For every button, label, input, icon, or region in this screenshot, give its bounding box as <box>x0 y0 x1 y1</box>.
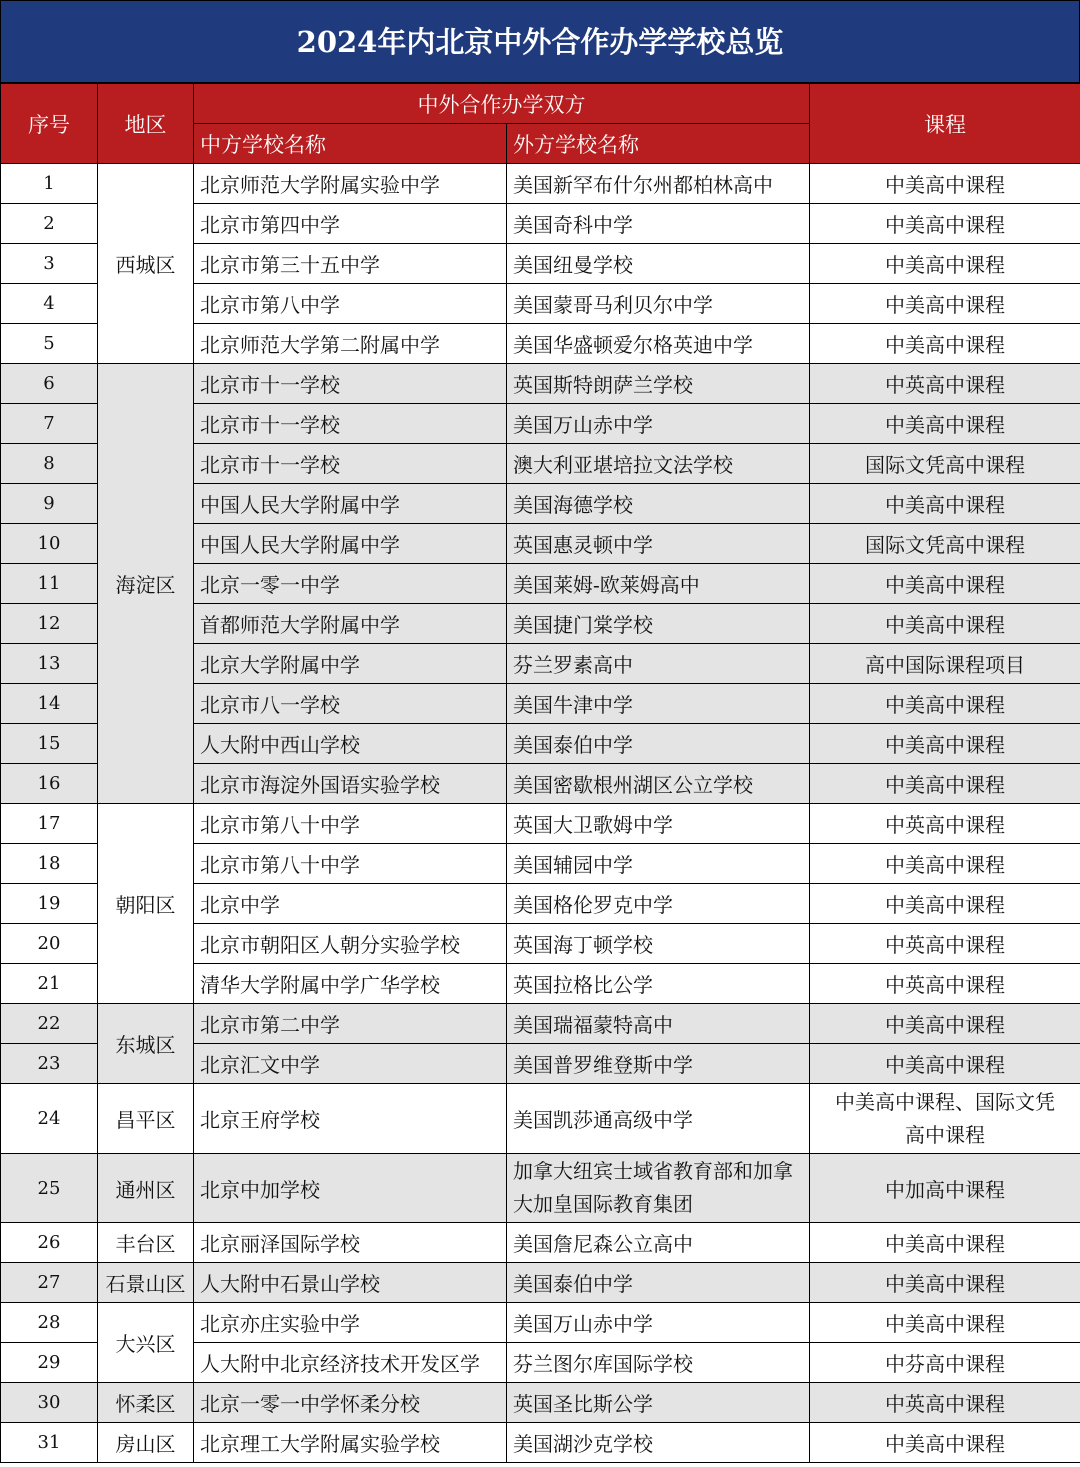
course-cell: 中英高中课程 <box>810 1383 1080 1423</box>
header-index: 序号 <box>1 84 98 164</box>
chinese-school-cell: 北京市第八十中学 <box>194 804 507 844</box>
foreign-school-cell: 美国奇科中学 <box>507 204 810 244</box>
foreign-school-cell: 澳大利亚堪培拉文法学校 <box>507 444 810 484</box>
row-index: 12 <box>1 604 98 644</box>
course-cell: 中美高中课程 <box>810 684 1080 724</box>
chinese-school-cell: 北京中加学校 <box>194 1154 507 1223</box>
table-header <box>1 84 1080 164</box>
course-cell: 中美高中课程 <box>810 1303 1080 1343</box>
chinese-school-cell: 北京市朝阳区人朝分实验学校 <box>194 924 507 964</box>
foreign-school-cell: 美国格伦罗克中学 <box>507 884 810 924</box>
row-index: 24 <box>1 1084 98 1154</box>
row-index: 15 <box>1 724 98 764</box>
foreign-school-cell: 英国拉格比公学 <box>507 964 810 1004</box>
row-index: 27 <box>1 1263 98 1303</box>
chinese-school-cell: 人大附中石景山学校 <box>194 1263 507 1303</box>
course-cell: 中美高中课程 <box>810 1044 1080 1084</box>
row-index: 3 <box>1 244 98 284</box>
foreign-school-cell: 美国密歇根州湖区公立学校 <box>507 764 810 804</box>
table-row <box>1 804 1080 844</box>
foreign-school-cell: 美国纽曼学校 <box>507 244 810 284</box>
chinese-school-cell: 人大附中西山学校 <box>194 724 507 764</box>
course-cell: 中美高中课程、国际文凭高中课程 <box>810 1084 1080 1154</box>
foreign-school-cell: 英国惠灵顿中学 <box>507 524 810 564</box>
table-row <box>1 1004 1080 1044</box>
course-cell: 中美高中课程 <box>810 404 1080 444</box>
header-chinese-school: 中方学校名称 <box>194 124 507 164</box>
course-cell: 中美高中课程 <box>810 1223 1080 1263</box>
foreign-school-cell: 美国凯莎通高级中学 <box>507 1084 810 1154</box>
foreign-school-cell: 英国斯特朗萨兰学校 <box>507 364 810 404</box>
course-cell: 国际文凭高中课程 <box>810 444 1080 484</box>
chinese-school-cell: 北京一零一中学 <box>194 564 507 604</box>
chinese-school-cell: 北京大学附属中学 <box>194 644 507 684</box>
row-index: 17 <box>1 804 98 844</box>
row-index: 22 <box>1 1004 98 1044</box>
row-index: 5 <box>1 324 98 364</box>
chinese-school-cell: 北京市第八中学 <box>194 284 507 324</box>
chinese-school-cell: 北京师范大学附属实验中学 <box>194 164 507 204</box>
row-index: 7 <box>1 404 98 444</box>
row-index: 6 <box>1 364 98 404</box>
course-cell: 中美高中课程 <box>810 164 1080 204</box>
table-row <box>1 1303 1080 1343</box>
row-index: 4 <box>1 284 98 324</box>
row-index: 26 <box>1 1223 98 1263</box>
chinese-school-cell: 中国人民大学附属中学 <box>194 484 507 524</box>
table-row <box>1 1223 1080 1263</box>
foreign-school-cell: 美国泰伯中学 <box>507 724 810 764</box>
foreign-school-cell: 美国瑞福蒙特高中 <box>507 1004 810 1044</box>
course-cell: 中美高中课程 <box>810 244 1080 284</box>
header-region: 地区 <box>98 84 194 164</box>
course-cell: 高中国际课程项目 <box>810 644 1080 684</box>
foreign-school-cell: 美国万山赤中学 <box>507 1303 810 1343</box>
course-cell: 中美高中课程 <box>810 564 1080 604</box>
row-index: 29 <box>1 1343 98 1383</box>
foreign-school-cell: 美国万山赤中学 <box>507 404 810 444</box>
row-index: 23 <box>1 1044 98 1084</box>
header-foreign-school: 外方学校名称 <box>507 124 810 164</box>
row-index: 13 <box>1 644 98 684</box>
row-index: 9 <box>1 484 98 524</box>
chinese-school-cell: 北京市海淀外国语实验学校 <box>194 764 507 804</box>
row-index: 31 <box>1 1423 98 1463</box>
foreign-school-cell: 芬兰罗素高中 <box>507 644 810 684</box>
table-row <box>1 1423 1080 1463</box>
course-cell: 中美高中课程 <box>810 844 1080 884</box>
chinese-school-cell: 北京市十一学校 <box>194 404 507 444</box>
header-course: 课程 <box>810 84 1080 164</box>
course-cell: 中美高中课程 <box>810 204 1080 244</box>
chinese-school-cell: 北京市第四中学 <box>194 204 507 244</box>
course-cell: 中美高中课程 <box>810 324 1080 364</box>
table-row <box>1 1263 1080 1303</box>
table-row <box>1 1383 1080 1423</box>
foreign-school-cell: 美国莱姆-欧莱姆高中 <box>507 564 810 604</box>
row-index: 30 <box>1 1383 98 1423</box>
course-cell: 中美高中课程 <box>810 1423 1080 1463</box>
row-index: 10 <box>1 524 98 564</box>
course-cell: 中芬高中课程 <box>810 1343 1080 1383</box>
foreign-school-cell: 美国捷门棠学校 <box>507 604 810 644</box>
course-cell: 中美高中课程 <box>810 1004 1080 1044</box>
chinese-school-cell: 北京亦庄实验中学 <box>194 1303 507 1343</box>
course-cell: 中加高中课程 <box>810 1154 1080 1223</box>
table-row <box>1 1154 1080 1223</box>
chinese-school-cell: 北京市第二中学 <box>194 1004 507 1044</box>
foreign-school-cell: 英国大卫歌姆中学 <box>507 804 810 844</box>
chinese-school-cell: 北京市八一学校 <box>194 684 507 724</box>
foreign-school-cell: 美国辅园中学 <box>507 844 810 884</box>
foreign-school-cell: 美国新罕布什尔州都柏林高中 <box>507 164 810 204</box>
table-row <box>1 1084 1080 1154</box>
region-cell: 通州区 <box>98 1154 194 1223</box>
course-cell: 中英高中课程 <box>810 364 1080 404</box>
course-cell: 中美高中课程 <box>810 604 1080 644</box>
course-cell: 中美高中课程 <box>810 764 1080 804</box>
row-index: 20 <box>1 924 98 964</box>
table-row <box>1 364 1080 404</box>
foreign-school-cell: 美国华盛顿爱尔格英迪中学 <box>507 324 810 364</box>
foreign-school-cell: 英国圣比斯公学 <box>507 1383 810 1423</box>
table-body <box>1 164 1080 1463</box>
chinese-school-cell: 北京市第八十中学 <box>194 844 507 884</box>
course-cell: 中英高中课程 <box>810 924 1080 964</box>
foreign-school-cell: 美国海德学校 <box>507 484 810 524</box>
foreign-school-cell: 美国湖沙克学校 <box>507 1423 810 1463</box>
course-cell: 中美高中课程 <box>810 284 1080 324</box>
row-index: 8 <box>1 444 98 484</box>
row-index: 18 <box>1 844 98 884</box>
region-cell: 丰台区 <box>98 1223 194 1263</box>
region-cell: 东城区 <box>98 1004 194 1084</box>
row-index: 1 <box>1 164 98 204</box>
foreign-school-cell: 美国詹尼森公立高中 <box>507 1223 810 1263</box>
row-index: 28 <box>1 1303 98 1343</box>
chinese-school-cell: 人大附中北京经济技术开发区学 <box>194 1343 507 1383</box>
chinese-school-cell: 北京一零一中学怀柔分校 <box>194 1383 507 1423</box>
foreign-school-cell: 美国普罗维登斯中学 <box>507 1044 810 1084</box>
table-row <box>1 164 1080 204</box>
chinese-school-cell: 北京市第三十五中学 <box>194 244 507 284</box>
chinese-school-cell: 北京丽泽国际学校 <box>194 1223 507 1263</box>
region-cell: 海淀区 <box>98 364 194 804</box>
row-index: 14 <box>1 684 98 724</box>
course-cell: 中英高中课程 <box>810 804 1080 844</box>
chinese-school-cell: 首都师范大学附属中学 <box>194 604 507 644</box>
chinese-school-cell: 北京师范大学第二附属中学 <box>194 324 507 364</box>
row-index: 21 <box>1 964 98 1004</box>
chinese-school-cell: 北京理工大学附属实验学校 <box>194 1423 507 1463</box>
region-cell: 房山区 <box>98 1423 194 1463</box>
region-cell: 西城区 <box>98 164 194 364</box>
course-cell: 中美高中课程 <box>810 724 1080 764</box>
row-index: 25 <box>1 1154 98 1223</box>
foreign-school-cell: 芬兰图尔库国际学校 <box>507 1343 810 1383</box>
region-cell: 昌平区 <box>98 1084 194 1154</box>
course-cell: 中美高中课程 <box>810 884 1080 924</box>
region-cell: 石景山区 <box>98 1263 194 1303</box>
chinese-school-cell: 清华大学附属中学广华学校 <box>194 964 507 1004</box>
row-index: 2 <box>1 204 98 244</box>
chinese-school-cell: 北京王府学校 <box>194 1084 507 1154</box>
chinese-school-cell: 北京汇文中学 <box>194 1044 507 1084</box>
course-cell: 中英高中课程 <box>810 964 1080 1004</box>
foreign-school-cell: 加拿大纽宾士域省教育部和加拿大加皇国际教育集团 <box>507 1154 810 1223</box>
row-index: 16 <box>1 764 98 804</box>
region-cell: 大兴区 <box>98 1303 194 1383</box>
region-cell: 朝阳区 <box>98 804 194 1004</box>
foreign-school-cell: 美国泰伯中学 <box>507 1263 810 1303</box>
header-partners: 中外合作办学双方 <box>194 84 810 124</box>
page-title: 2024年内北京中外合作办学学校总览 <box>0 0 1080 83</box>
schools-table <box>0 83 1080 1463</box>
row-index: 11 <box>1 564 98 604</box>
chinese-school-cell: 北京中学 <box>194 884 507 924</box>
foreign-school-cell: 美国蒙哥马利贝尔中学 <box>507 284 810 324</box>
chinese-school-cell: 北京市十一学校 <box>194 364 507 404</box>
course-cell: 中美高中课程 <box>810 1263 1080 1303</box>
foreign-school-cell: 英国海丁顿学校 <box>507 924 810 964</box>
row-index: 19 <box>1 884 98 924</box>
region-cell: 怀柔区 <box>98 1383 194 1423</box>
course-cell: 中美高中课程 <box>810 484 1080 524</box>
chinese-school-cell: 北京市十一学校 <box>194 444 507 484</box>
foreign-school-cell: 美国牛津中学 <box>507 684 810 724</box>
course-cell: 国际文凭高中课程 <box>810 524 1080 564</box>
chinese-school-cell: 中国人民大学附属中学 <box>194 524 507 564</box>
